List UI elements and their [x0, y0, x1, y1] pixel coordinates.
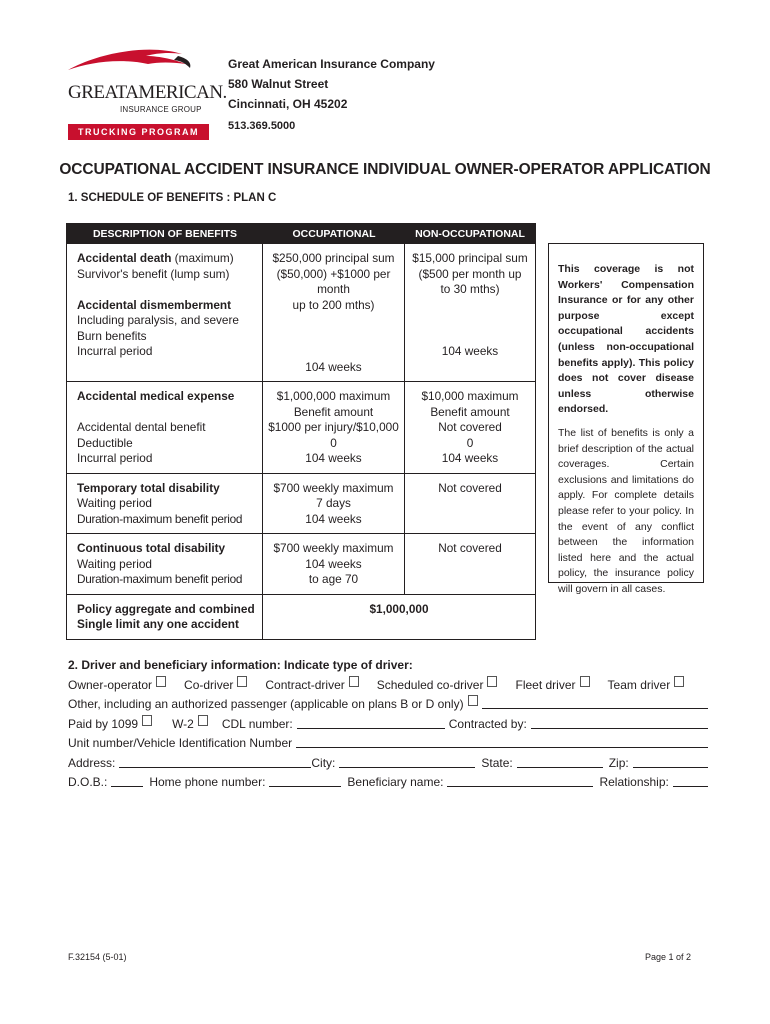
paid-1099-label: Paid by 1099	[68, 716, 139, 731]
state-label: State:	[481, 755, 513, 770]
row-text: Waiting period	[77, 496, 152, 510]
home-phone-field[interactable]	[269, 773, 341, 787]
table-header	[67, 224, 535, 244]
non-occupational-cell	[405, 534, 535, 594]
cell-text: to age 70	[308, 572, 359, 586]
row-text: Duration-maximum benefit period	[77, 572, 243, 586]
table-row-death	[67, 244, 535, 381]
row-title: Single limit any one accident	[77, 617, 239, 631]
option-label: Co-driver	[184, 677, 234, 692]
option-label: Owner-operator	[68, 677, 153, 692]
row-title: Accidental death	[77, 251, 172, 265]
occupational-cell	[263, 474, 405, 534]
description-cell	[67, 595, 263, 639]
option-label: Team driver	[607, 677, 671, 692]
row-text: Duration-maximum benefit period	[77, 511, 243, 526]
dob-label: D.O.B.:	[68, 775, 108, 789]
relationship-field[interactable]	[673, 773, 708, 787]
state-field[interactable]	[517, 754, 603, 768]
cdl-number-field[interactable]	[297, 715, 445, 729]
other-row	[68, 695, 708, 715]
cell-text: $700 weekly maximum	[273, 541, 394, 555]
team-driver-checkbox[interactable]	[674, 676, 684, 687]
other-checkbox[interactable]	[468, 695, 478, 706]
cell-text: 104 weeks	[305, 556, 362, 571]
row-text: Survivor's benefit (lump sum)	[77, 266, 230, 281]
note-paragraph-2: The list of benefits is only a brief description of the actual coverages. Certain exclusions and limitations do apply. For complete details please refer to your policy. In the event of any conflict between the information listed here and the actual policy, the insurance policy will govern in all cases.	[558, 426, 694, 595]
payment-row	[68, 715, 708, 735]
occupational-cell	[263, 382, 405, 473]
row-text: Accidental dental benefit	[77, 420, 206, 434]
occupational-cell	[263, 244, 405, 381]
benefits-table	[66, 223, 536, 640]
zip-field[interactable]	[633, 754, 708, 768]
cell-text: 104 weeks	[305, 451, 362, 465]
company-street: 580 Walnut Street	[228, 77, 329, 91]
row-text: Incurral period	[77, 451, 153, 465]
cell-text: 104 weeks	[305, 511, 362, 526]
cell-text: to 30 mths)	[440, 282, 500, 296]
form-number: F.32154 (5-01)	[68, 952, 127, 962]
paid-1099-checkbox[interactable]	[142, 715, 152, 726]
company-name: Great American Insurance Company	[228, 57, 435, 71]
option-label: Scheduled co-driver	[376, 677, 484, 692]
row-title: Accidental dismemberment	[77, 297, 232, 312]
company-city: Cincinnati, OH 45202	[228, 97, 348, 111]
option-label: Contract-driver	[265, 677, 345, 692]
row-text: Waiting period	[77, 556, 152, 571]
table-row-medical	[67, 381, 535, 473]
address-field[interactable]	[119, 754, 311, 768]
unit-row	[68, 734, 708, 754]
cell-text: 104 weeks	[441, 344, 499, 358]
table-row-aggregate	[67, 594, 535, 639]
cell-text: ($500 per month up	[418, 266, 522, 281]
row-text: Burn benefits	[77, 328, 147, 343]
table-row-continuous	[67, 533, 535, 594]
non-occupational-cell	[405, 382, 535, 473]
owner-operator-checkbox[interactable]	[156, 676, 166, 687]
note-paragraph-1: This coverage is not Workers' Compensation Insurance or for any other purpose except occupational accidents (unless non-occupational benefits apply). This policy does not cover disease unless otherwise endorsed.	[558, 263, 694, 416]
cell-text: 7 days	[316, 496, 351, 510]
row-title: Accidental medical expense	[77, 389, 235, 403]
cell-text: $1000 per injury/$10,000	[268, 420, 399, 434]
other-field[interactable]	[482, 695, 708, 709]
option-label: Fleet driver	[515, 677, 576, 692]
beneficiary-field[interactable]	[447, 773, 593, 787]
table-row-temporary	[67, 473, 535, 534]
cell-text: $700 weekly maximum	[273, 480, 394, 495]
company-logo	[60, 44, 227, 140]
description-cell	[67, 534, 263, 594]
contracted-label: Contracted by:	[448, 716, 527, 731]
cdl-label: CDL number:	[221, 716, 293, 731]
cell-text: 104 weeks	[441, 451, 499, 465]
cell-text: $10,000 maximum	[421, 389, 519, 403]
column-header: NON-OCCUPATIONAL	[415, 228, 525, 240]
scheduled-co-driver-checkbox[interactable]	[487, 676, 497, 687]
cell-text: Benefit amount	[293, 404, 374, 419]
cell-text: 104 weeks	[305, 359, 362, 374]
column-header: DESCRIPTION OF BENEFITS	[92, 228, 238, 240]
co-driver-checkbox[interactable]	[237, 676, 247, 687]
occupational-cell	[263, 534, 405, 594]
logo-subtitle: INSURANCE GROUP	[120, 105, 202, 114]
aggregate-value-cell: $1,000,000	[369, 601, 429, 616]
contracted-by-field[interactable]	[531, 715, 708, 729]
cell-text: Benefit amount	[430, 404, 510, 419]
row-title: Continuous total disability	[77, 541, 226, 555]
personal-row	[68, 773, 708, 793]
company-address	[228, 54, 435, 136]
row-text: (maximum)	[171, 251, 234, 265]
cell-text: $15,000 principal sum	[412, 251, 528, 265]
row-text: Including paralysis, and severe	[77, 313, 239, 327]
section-2-heading: 2. Driver and beneficiary information: Indicate type of driver:	[68, 658, 413, 672]
coverage-note	[548, 243, 704, 595]
fleet-driver-checkbox[interactable]	[580, 676, 590, 687]
city-label: City:	[311, 755, 336, 770]
logo-wordmark: GREATAMERICAN.	[68, 82, 227, 103]
cell-text: Not covered	[438, 480, 502, 495]
address-row	[68, 754, 708, 774]
description-cell	[67, 382, 263, 473]
unit-label: Unit number/Vehicle Identification Number	[68, 736, 293, 750]
non-occupational-cell	[405, 244, 535, 381]
company-phone: 513.369.5000	[228, 120, 296, 132]
other-label: Other, including an authorized passenger (applicable on plans B or D only)	[68, 697, 464, 711]
relationship-label: Relationship:	[599, 775, 669, 789]
address-label: Address:	[68, 755, 116, 770]
description-cell	[67, 244, 263, 381]
cell-text: up to 200 mths)	[292, 297, 375, 312]
row-text: Deductible	[77, 435, 133, 450]
beneficiary-label: Beneficiary name:	[347, 775, 444, 789]
row-title: Temporary total disability	[77, 480, 220, 495]
w2-checkbox[interactable]	[198, 715, 208, 726]
vin-field[interactable]	[296, 734, 708, 748]
document-title: OCCUPATIONAL ACCIDENT INSURANCE INDIVIDUAL OWNER-OPERATOR APPLICATION	[59, 161, 711, 178]
column-header: OCCUPATIONAL	[292, 228, 376, 240]
cell-text: 0	[466, 435, 474, 450]
non-occupational-cell	[405, 474, 535, 534]
driver-info-section	[68, 656, 708, 793]
cell-text: Not covered	[438, 541, 502, 555]
page-number: Page 1 of 2	[645, 952, 692, 962]
driver-type-row	[68, 676, 708, 696]
city-field[interactable]	[339, 754, 475, 768]
cell-text: Not covered	[438, 420, 502, 434]
cell-text: $250,000 principal sum	[272, 251, 395, 265]
row-text: Incurral period	[77, 344, 153, 358]
home-phone-label: Home phone number:	[149, 775, 266, 789]
cell-text: ($50,000) +$1000 per month	[276, 266, 391, 296]
contract-driver-checkbox[interactable]	[349, 676, 359, 687]
zip-label: Zip:	[608, 755, 629, 770]
description-cell	[67, 474, 263, 534]
cell-text: $1,000,000 maximum	[276, 389, 391, 403]
section-1-heading: 1. SCHEDULE OF BENEFITS : PLAN C	[68, 192, 277, 204]
cell-text: 0	[330, 435, 337, 450]
w2-label: W-2	[172, 716, 194, 731]
dob-field[interactable]	[111, 773, 143, 787]
program-banner: TRUCKING PROGRAM	[68, 124, 209, 140]
row-title: Policy aggregate and combined	[77, 601, 255, 616]
